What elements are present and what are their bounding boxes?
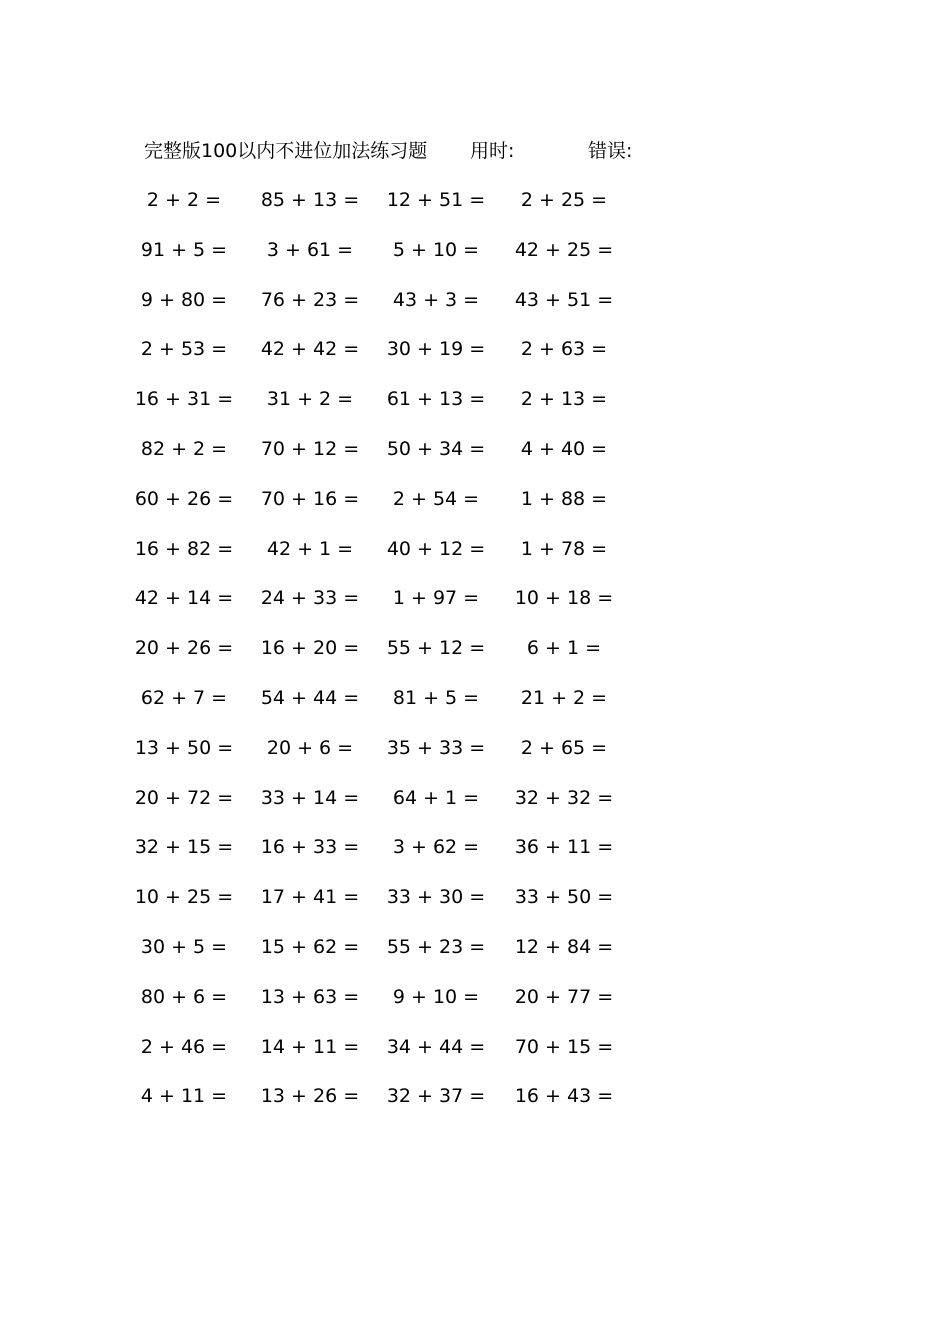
problem-cell: 42 + 25 = bbox=[514, 238, 614, 261]
problem-cell: 16 + 31 = bbox=[134, 388, 234, 411]
problem-cell: 1 + 88 = bbox=[520, 487, 608, 510]
problem-row bbox=[0, 932, 950, 982]
problem-row bbox=[0, 982, 950, 1032]
problem-cell: 50 + 34 = bbox=[386, 437, 486, 460]
problem-cell: 43 + 51 = bbox=[514, 288, 614, 311]
problem-cell: 55 + 12 = bbox=[386, 637, 486, 660]
problem-cell: 20 + 77 = bbox=[514, 985, 614, 1008]
problem-cell: 3 + 61 = bbox=[266, 238, 354, 261]
problem-cell: 33 + 50 = bbox=[514, 886, 614, 909]
problem-cell: 3 + 62 = bbox=[392, 836, 480, 859]
problem-row bbox=[0, 882, 950, 932]
errors-label: 错误: bbox=[588, 140, 633, 162]
problem-row bbox=[0, 285, 950, 335]
problem-cell: 2 + 13 = bbox=[520, 388, 608, 411]
problem-cell: 20 + 6 = bbox=[266, 736, 354, 759]
problem-cell: 15 + 62 = bbox=[260, 935, 360, 958]
problem-cell: 32 + 37 = bbox=[386, 1085, 486, 1108]
problem-cell: 16 + 43 = bbox=[514, 1085, 614, 1108]
problem-cell: 20 + 26 = bbox=[134, 637, 234, 660]
problem-cell: 14 + 11 = bbox=[260, 1035, 360, 1058]
problem-cell: 70 + 15 = bbox=[514, 1035, 614, 1058]
problem-row bbox=[0, 1032, 950, 1082]
problem-cell: 43 + 3 = bbox=[392, 288, 480, 311]
problem-cell: 32 + 15 = bbox=[134, 836, 234, 859]
problem-cell: 42 + 14 = bbox=[134, 587, 234, 610]
problem-cell: 6 + 1 = bbox=[526, 637, 602, 660]
problem-cell: 17 + 41 = bbox=[260, 886, 360, 909]
problem-cell: 20 + 72 = bbox=[134, 786, 234, 809]
problem-cell: 13 + 50 = bbox=[134, 736, 234, 759]
problem-cell: 60 + 26 = bbox=[134, 487, 234, 510]
problem-cell: 2 + 46 = bbox=[140, 1035, 228, 1058]
problem-cell: 82 + 2 = bbox=[140, 437, 228, 460]
problem-cell: 2 + 65 = bbox=[520, 736, 608, 759]
problem-cell: 33 + 14 = bbox=[260, 786, 360, 809]
problem-cell: 35 + 33 = bbox=[386, 736, 486, 759]
problem-cell: 31 + 2 = bbox=[266, 388, 354, 411]
page-title: 完整版100以内不进位加法练习题 bbox=[144, 140, 428, 162]
problem-row bbox=[0, 583, 950, 633]
problem-row bbox=[0, 1081, 950, 1131]
problem-cell: 81 + 5 = bbox=[392, 686, 480, 709]
problem-row bbox=[0, 534, 950, 584]
problem-cell: 2 + 25 = bbox=[520, 189, 608, 211]
problem-cell: 91 + 5 = bbox=[140, 238, 228, 261]
problem-cell: 10 + 18 = bbox=[514, 587, 614, 610]
problem-cell: 5 + 10 = bbox=[392, 238, 480, 261]
problem-cell: 24 + 33 = bbox=[260, 587, 360, 610]
problem-cell: 1 + 78 = bbox=[520, 537, 608, 560]
problem-cell: 2 + 63 = bbox=[520, 338, 608, 361]
problem-cell: 21 + 2 = bbox=[520, 686, 608, 709]
problem-row bbox=[0, 384, 950, 434]
problem-cell: 1 + 97 = bbox=[392, 587, 480, 610]
problem-cell: 16 + 20 = bbox=[260, 637, 360, 660]
problem-cell: 80 + 6 = bbox=[140, 985, 228, 1008]
problem-cell: 70 + 12 = bbox=[260, 437, 360, 460]
problem-cell: 16 + 33 = bbox=[260, 836, 360, 859]
problem-cell: 12 + 84 = bbox=[514, 935, 614, 958]
problem-cell: 9 + 10 = bbox=[392, 985, 480, 1008]
problem-cell: 64 + 1 = bbox=[392, 786, 480, 809]
problem-cell: 85 + 13 = bbox=[260, 189, 360, 211]
problem-row bbox=[0, 434, 950, 484]
problem-cell: 2 + 2 = bbox=[146, 189, 222, 211]
problem-row bbox=[0, 334, 950, 384]
problem-cell: 30 + 19 = bbox=[386, 338, 486, 361]
problem-row bbox=[0, 783, 950, 833]
problem-cell: 61 + 13 = bbox=[386, 388, 486, 411]
problem-cell: 4 + 40 = bbox=[520, 437, 608, 460]
problem-cell: 70 + 16 = bbox=[260, 487, 360, 510]
problem-cell: 2 + 54 = bbox=[392, 487, 480, 510]
problem-row bbox=[0, 683, 950, 733]
problem-cell: 12 + 51 = bbox=[386, 189, 486, 211]
problem-cell: 4 + 11 = bbox=[140, 1085, 228, 1108]
problem-grid bbox=[0, 185, 950, 1131]
problem-cell: 42 + 42 = bbox=[260, 338, 360, 361]
problem-row bbox=[0, 185, 950, 235]
problem-cell: 13 + 63 = bbox=[260, 985, 360, 1008]
problem-row bbox=[0, 633, 950, 683]
problem-cell: 62 + 7 = bbox=[140, 686, 228, 709]
problem-cell: 9 + 80 = bbox=[140, 288, 228, 311]
problem-cell: 30 + 5 = bbox=[140, 935, 228, 958]
problem-row bbox=[0, 484, 950, 534]
time-label: 用时: bbox=[470, 140, 515, 162]
problem-cell: 13 + 26 = bbox=[260, 1085, 360, 1108]
problem-cell: 42 + 1 = bbox=[266, 537, 354, 560]
problem-cell: 36 + 11 = bbox=[514, 836, 614, 859]
problem-cell: 2 + 53 = bbox=[140, 338, 228, 361]
problem-cell: 54 + 44 = bbox=[260, 686, 360, 709]
problem-cell: 33 + 30 = bbox=[386, 886, 486, 909]
problem-cell: 34 + 44 = bbox=[386, 1035, 486, 1058]
problem-cell: 76 + 23 = bbox=[260, 288, 360, 311]
problem-cell: 10 + 25 = bbox=[134, 886, 234, 909]
problem-cell: 40 + 12 = bbox=[386, 537, 486, 560]
problem-row bbox=[0, 733, 950, 783]
problem-cell: 55 + 23 = bbox=[386, 935, 486, 958]
problem-cell: 32 + 32 = bbox=[514, 786, 614, 809]
problem-cell: 16 + 82 = bbox=[134, 537, 234, 560]
problem-row bbox=[0, 832, 950, 882]
problem-row bbox=[0, 235, 950, 285]
